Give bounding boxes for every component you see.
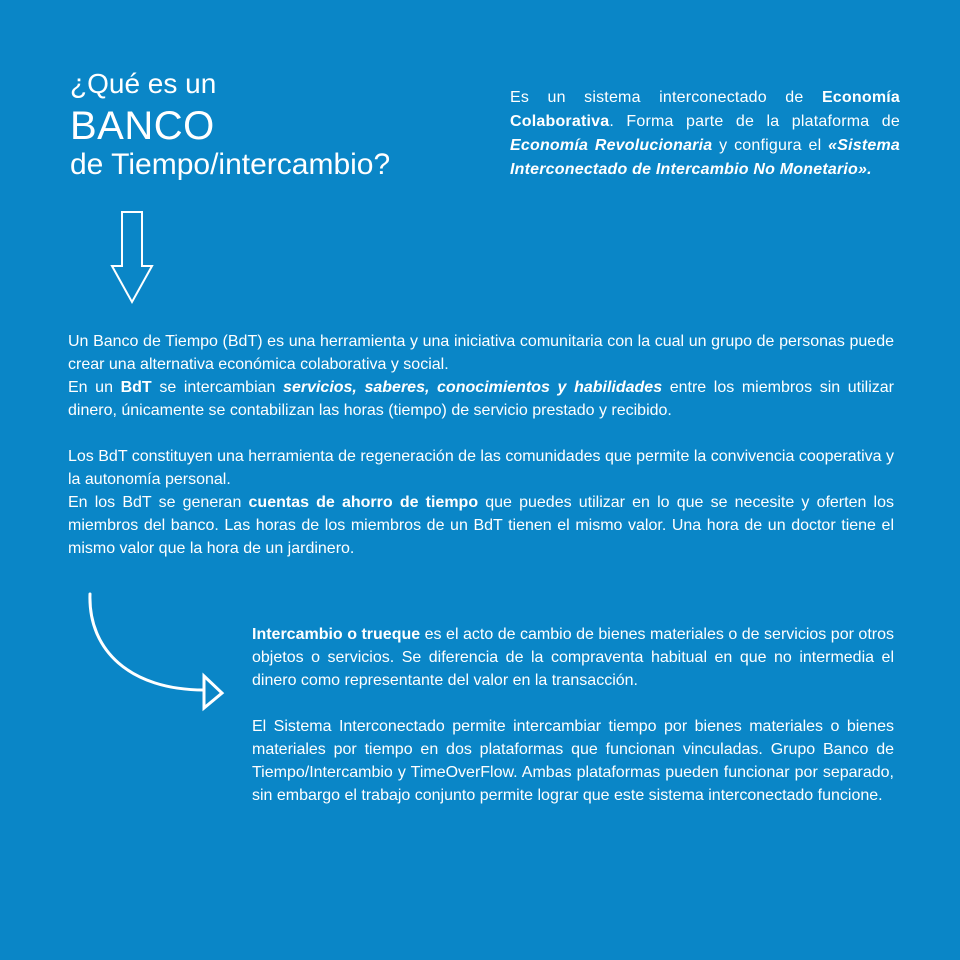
paragraph-1-text-e: entre los miembros sin utilizar dinero, únicamente se contabilizan las horas (tiempo) de servicio prestado y recibido. — [68, 379, 894, 419]
intro-bold-italic-2: «Sistema Interconectado de Intercambio No Monetario». — [510, 137, 900, 178]
title-line-2: BANCO — [70, 104, 215, 148]
paragraph-1-text-a: En un — [68, 379, 121, 396]
main-description — [68, 330, 894, 560]
intro-text-1: Es un sistema interconectado de — [510, 89, 822, 106]
paragraph-2-text-a: En los BdT se generan — [68, 494, 249, 511]
title-line-3: de Tiempo/intercambio? — [70, 148, 391, 181]
paragraph-1-bold-italic: servicios, saberes, conocimientos y habilidades — [283, 379, 663, 396]
page-title — [70, 70, 470, 180]
exchange-definition: es el acto de cambio de bienes materiales o de servicios por otros objetos o servicios. Se diferencia de la compraventa habitual en que no intermedia el dinero como representante del valor en la transacción. — [252, 626, 894, 689]
paragraph-1 — [68, 330, 894, 422]
paragraph-1-sentence-1: Un Banco de Tiempo (BdT) es una herramienta y una iniciativa comunitaria con la cual un grupo de personas puede crear una alternativa económica colaborativa y social. — [68, 333, 894, 373]
curved-arrow-icon — [80, 590, 240, 720]
down-arrow-icon — [108, 210, 156, 306]
intro-text-2: . Forma parte de la plataforma de — [609, 113, 900, 130]
paragraph-1-bold-bdt: BdT — [120, 379, 152, 396]
intro-bold-1: Economía Colaborativa — [510, 89, 900, 130]
paragraph-2-bold: cuentas de ahorro de tiempo — [248, 494, 479, 511]
exchange-paragraph-1 — [252, 623, 894, 692]
intro-bold-italic-1: Economía Revolucionaria — [510, 137, 713, 154]
exchange-spacer — [252, 692, 894, 715]
intro-text — [510, 86, 900, 182]
paragraph-2 — [68, 445, 894, 560]
paragraph-spacer — [68, 422, 894, 445]
paragraph-2-sentence-1: Los BdT constituyen una herramienta de regeneración de las comunidades que permite la convivencia cooperativa y la autonomía personal. — [68, 448, 894, 488]
paragraph-1-text-c: se intercambian — [151, 379, 284, 396]
title-line-1: ¿Qué es un — [70, 68, 217, 99]
exchange-bold-term: Intercambio o trueque — [252, 626, 421, 643]
paragraph-2-text-c: que puedes utilizar en lo que se necesite y oferten los miembros del banco. Las horas de los miembros de un BdT tienen el mismo valor. Una hora de un doctor tiene el mismo valor que la hora de un jardinero. — [68, 494, 894, 557]
exchange-paragraph-2: El Sistema Interconectado permite intercambiar tiempo por bienes materiales o bienes materiales por tiempo en dos plataformas que funcionan vinculadas. Grupo Banco de Tiempo/Intercambio y TimeOverFlow. Ambas plataformas pueden funcionar por separado, sin embargo el trabajo conjunto permite lograr que este sistema interconectado funcione. — [252, 718, 894, 804]
intro-text-3: y configura el — [712, 137, 829, 154]
exchange-description — [252, 623, 894, 807]
